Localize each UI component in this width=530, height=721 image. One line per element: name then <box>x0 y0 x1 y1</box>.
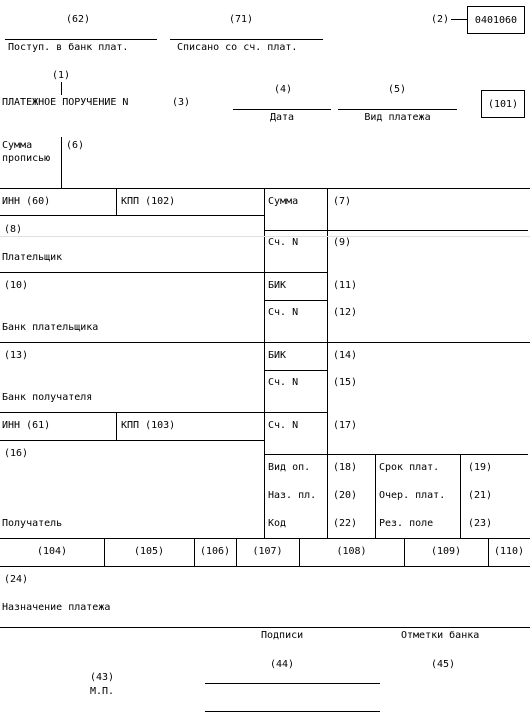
form-code-leader <box>451 19 467 20</box>
field-110-number: (110) <box>493 546 525 557</box>
field-6-number: (6) <box>66 140 85 151</box>
field-2-number: (2) <box>431 14 450 25</box>
grid-line <box>264 454 528 455</box>
grid-line <box>0 412 327 413</box>
grid-line <box>0 272 327 273</box>
grid-line <box>264 230 528 231</box>
field-44-number: (44) <box>269 659 295 670</box>
field-101-box <box>481 90 525 118</box>
recipient-bank-label: Банк получателя <box>2 392 93 403</box>
grid-vline-codes <box>375 454 376 538</box>
field-4-number: (4) <box>273 84 293 95</box>
recipient-inn-kpp-divider <box>116 412 117 440</box>
field-101-number: (101) <box>487 98 519 110</box>
payment-purpose-code-label: Наз. пл. <box>268 490 317 501</box>
field-62-number: (62) <box>65 14 91 25</box>
operation-type-label: Вид оп. <box>268 462 311 473</box>
grid-vline-labels <box>327 188 328 538</box>
recipient-account-label: Сч. N <box>268 420 299 431</box>
recipient-inn-label: ИНН (61) <box>2 420 51 431</box>
field-16-number: (16) <box>4 448 29 459</box>
field-23-number: (23) <box>468 518 493 529</box>
grid-line <box>0 188 530 189</box>
payer-account-label: Сч. N <box>268 237 299 248</box>
form-code-box <box>467 6 525 34</box>
field-21-number: (21) <box>468 490 493 501</box>
field-5-number: (5) <box>387 84 407 95</box>
payer-inn-kpp-divider <box>116 188 117 215</box>
payment-term-label: Срок плат. <box>379 462 440 473</box>
field-9-number: (9) <box>333 237 352 248</box>
grid-line <box>0 440 264 441</box>
field-71-number: (71) <box>228 14 254 25</box>
payer-kpp-label: КПП (102) <box>121 196 176 207</box>
reserve-field-label: Рез. поле <box>379 518 434 529</box>
payment-order-title: ПЛАТЕЖНОЕ ПОРУЧЕНИЕ N <box>2 97 129 108</box>
field-1-tick <box>61 82 62 95</box>
grid-line <box>0 538 530 539</box>
field-45-number: (45) <box>430 659 456 670</box>
field-7-number: (7) <box>333 196 352 207</box>
date-line <box>233 109 331 110</box>
stamp-place-label: М.П. <box>89 686 115 697</box>
debited-from-account-label: Списано со сч. плат. <box>177 42 298 53</box>
payer-bank-account-label: Сч. N <box>268 307 299 318</box>
amount-words-label-1: Сумма <box>2 140 33 151</box>
date-label: Дата <box>269 112 295 123</box>
field-106-number: (106) <box>199 546 231 557</box>
field-18-number: (18) <box>333 462 358 473</box>
payment-priority-label: Очер. плат. <box>379 490 446 501</box>
grid-line <box>0 566 530 567</box>
field-17-number: (17) <box>333 420 358 431</box>
field-8-number: (8) <box>4 224 23 235</box>
payment-purpose-label: Назначение платежа <box>2 602 111 613</box>
received-date-line <box>5 39 157 40</box>
recipient-bik-label: БИК <box>268 350 287 361</box>
field-105-number: (105) <box>133 546 165 557</box>
payer-inn-label: ИНН (60) <box>2 196 51 207</box>
field-107-number: (107) <box>252 546 283 557</box>
field-12-number: (12) <box>333 307 358 318</box>
grid-line <box>264 300 327 301</box>
bank-marks-label: Отметки банка <box>401 630 480 641</box>
signature-line-2 <box>205 711 380 712</box>
amount-words-label-2: прописью <box>2 153 51 164</box>
amount-label: Сумма <box>268 196 299 207</box>
field-43-number: (43) <box>89 672 115 683</box>
field-109-number: (109) <box>430 546 462 557</box>
recipient-kpp-label: КПП (103) <box>121 420 176 431</box>
field-1-number: (1) <box>52 70 71 81</box>
field-13-number: (13) <box>4 350 29 361</box>
code-label: Код <box>268 518 287 529</box>
field-14-number: (14) <box>333 350 358 361</box>
recipient-label: Получатель <box>2 518 63 529</box>
field-24-number: (24) <box>4 574 29 585</box>
field-19-number: (19) <box>468 462 493 473</box>
faint-line <box>0 236 530 237</box>
field-20-number: (20) <box>333 490 358 501</box>
grid-line <box>0 215 264 216</box>
field-104-number: (104) <box>36 546 68 557</box>
field-15-number: (15) <box>333 377 358 388</box>
signature-line-1 <box>205 683 380 684</box>
payment-type-line <box>338 109 457 110</box>
debited-date-line <box>170 39 323 40</box>
amount-words-divider <box>61 137 62 188</box>
field-11-number: (11) <box>333 280 358 291</box>
grid-line <box>0 342 530 343</box>
grid-vline-codes-2 <box>460 454 461 538</box>
grid-vline-main <box>264 188 265 538</box>
payer-bank-label: Банк плательщика <box>2 322 99 333</box>
payer-label: Плательщик <box>2 252 63 263</box>
field-108-number: (108) <box>336 546 367 557</box>
recipient-bank-account-label: Сч. N <box>268 377 299 388</box>
grid-line <box>264 370 327 371</box>
signatures-label: Подписи <box>261 630 304 641</box>
payer-bik-label: БИК <box>268 280 287 291</box>
field-10-number: (10) <box>4 280 29 291</box>
payment-type-label: Вид платежа <box>364 112 431 123</box>
received-in-bank-label: Поступ. в банк плат. <box>8 42 129 53</box>
grid-line <box>0 627 530 628</box>
field-22-number: (22) <box>333 518 358 529</box>
form-code: 0401060 <box>474 14 518 26</box>
field-3-number: (3) <box>172 97 191 108</box>
